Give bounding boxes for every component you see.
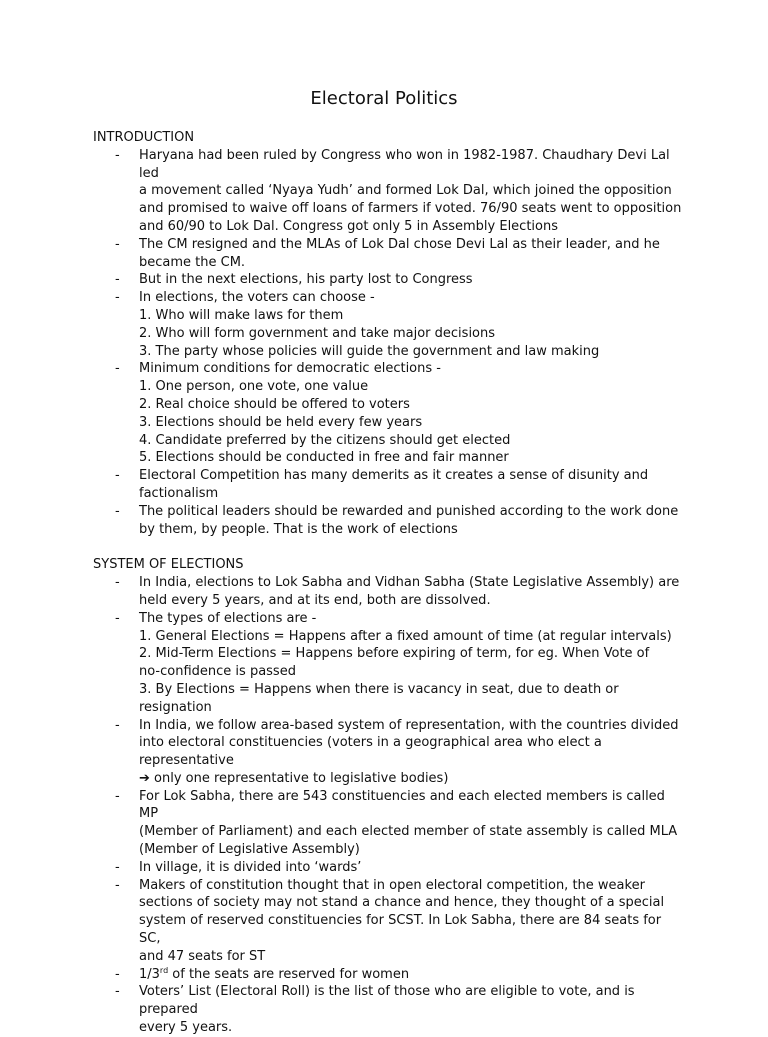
list-item xyxy=(93,859,683,877)
document-body xyxy=(93,129,683,1037)
list-item xyxy=(93,983,683,1036)
list-item xyxy=(93,360,683,467)
item-line: But in the next elections, his party lost to Congress xyxy=(139,272,473,288)
item-line: 3. The party whose policies will guide the government and law making xyxy=(139,343,600,359)
item-line: (Member of Parliament) and each elected member of state assembly is called MLA xyxy=(139,824,678,840)
bullet-dash: - xyxy=(115,877,120,893)
item-line: 3. Elections should be held every few years xyxy=(139,414,423,430)
item-line: In elections, the voters can choose - xyxy=(139,290,375,306)
bullet-dash: - xyxy=(115,966,120,982)
item-line xyxy=(139,966,683,984)
list-item xyxy=(93,788,683,859)
bullet-list xyxy=(93,147,683,539)
item-line: 2. Who will form government and take major decisions xyxy=(139,325,496,341)
list-item xyxy=(93,610,683,717)
section xyxy=(93,129,683,538)
bullet-dash: - xyxy=(115,290,120,306)
item-line: sections of society may not stand a chance and hence, they thought of a special xyxy=(139,895,665,911)
list-item xyxy=(93,717,683,788)
item-line: became the CM. xyxy=(139,254,246,270)
list-item xyxy=(93,574,683,610)
list-item xyxy=(93,503,683,539)
list-item xyxy=(93,966,683,984)
item-line: For Lok Sabha, there are 543 constituencies and each elected members is called MP xyxy=(139,788,665,822)
bullet-dash: - xyxy=(115,468,120,484)
item-line: and promised to waive off loans of farmers if voted. 76/90 seats went to opposition xyxy=(139,201,682,217)
bullet-dash: - xyxy=(115,610,120,626)
item-line: no-confidence is passed xyxy=(139,664,296,680)
item-line: Electoral Competition has many demerits as it creates a sense of disunity and xyxy=(139,468,649,484)
bullet-dash: - xyxy=(115,859,120,875)
item-line: a movement called ‘Nyaya Yudh’ and formed Lok Dal, which joined the opposition xyxy=(139,183,672,199)
bullet-list xyxy=(93,574,683,1037)
item-line: The types of elections are - xyxy=(139,610,317,626)
item-line: 2. Mid-Term Elections = Happens before expiring of term, for eg. When Vote of xyxy=(139,646,650,662)
item-line: factionalism xyxy=(139,485,219,501)
item-line: Voters’ List (Electoral Roll) is the list of those who are eligible to vote, and is prepared xyxy=(139,984,635,1018)
item-line: (Member of Legislative Assembly) xyxy=(139,842,360,858)
item-line: In India, we follow area-based system of representation, with the countries divided xyxy=(139,717,679,733)
item-line: 5. Elections should be conducted in free and fair manner xyxy=(139,450,509,466)
item-line: 2. Real choice should be offered to voters xyxy=(139,396,410,412)
document-title: Electoral Politics xyxy=(310,88,458,109)
item-line: The CM resigned and the MLAs of Lok Dal chose Devi Lal as their leader, and he xyxy=(139,236,660,252)
bullet-dash: - xyxy=(115,984,120,1000)
item-line: 1. General Elections = Happens after a fixed amount of time (at regular intervals) xyxy=(139,628,672,644)
bullet-dash: - xyxy=(115,272,120,288)
item-line: ➔ only one representative to legislative bodies) xyxy=(139,770,449,786)
item-line: every 5 years. xyxy=(139,1020,233,1036)
item-line: Haryana had been ruled by Congress who won in 1982-1987. Chaudhary Devi Lal led xyxy=(139,147,670,181)
bullet-dash: - xyxy=(115,236,120,252)
item-line: by them, by people. That is the work of elections xyxy=(139,521,458,537)
bullet-dash: - xyxy=(115,361,120,377)
item-line: and 47 seats for ST xyxy=(139,948,266,964)
item-line: held every 5 years, and at its end, both are dissolved. xyxy=(139,592,491,608)
section-heading: SYSTEM OF ELECTIONS xyxy=(93,557,244,573)
bullet-dash: - xyxy=(115,788,120,804)
section-heading: INTRODUCTION xyxy=(93,130,195,145)
item-line: 4. Candidate preferred by the citizens should get elected xyxy=(139,432,511,448)
list-item xyxy=(93,289,683,360)
bullet-dash: - xyxy=(115,147,120,163)
item-line: Makers of constitution thought that in open electoral competition, the weaker xyxy=(139,877,645,893)
section xyxy=(93,556,683,1037)
item-line: In village, it is divided into ‘wards’ xyxy=(139,859,362,875)
fraction-text: 1/3 xyxy=(139,966,160,982)
item-line: 3. By Elections = Happens when there is vacancy in seat, due to death or resignation xyxy=(139,681,619,715)
item-line: The political leaders should be rewarded and punished according to the work done xyxy=(139,503,679,519)
ordinal-superscript: rd xyxy=(159,965,169,975)
item-text: of the seats are reserved for women xyxy=(168,966,410,982)
item-line: and 60/90 to Lok Dal. Congress got only 5 in Assembly Elections xyxy=(139,218,558,234)
section-spacer xyxy=(93,538,683,556)
item-line: 1. Who will make laws for them xyxy=(139,307,344,323)
list-item xyxy=(93,877,683,966)
bullet-dash: - xyxy=(115,503,120,519)
item-line: In India, elections to Lok Sabha and Vidhan Sabha (State Legislative Assembly) are xyxy=(139,575,680,591)
bullet-dash: - xyxy=(115,575,120,591)
item-line: 1. One person, one vote, one value xyxy=(139,379,369,395)
list-item xyxy=(93,147,683,236)
list-item xyxy=(93,467,683,503)
bullet-dash: - xyxy=(115,717,120,733)
item-line: system of reserved constituencies for SCST. In Lok Sabha, there are 84 seats for SC, xyxy=(139,913,662,947)
item-line: into electoral constituencies (voters in a geographical area who elect a representative xyxy=(139,735,602,769)
list-item xyxy=(93,271,683,289)
item-line: Minimum conditions for democratic elections - xyxy=(139,361,441,377)
list-item xyxy=(93,236,683,272)
